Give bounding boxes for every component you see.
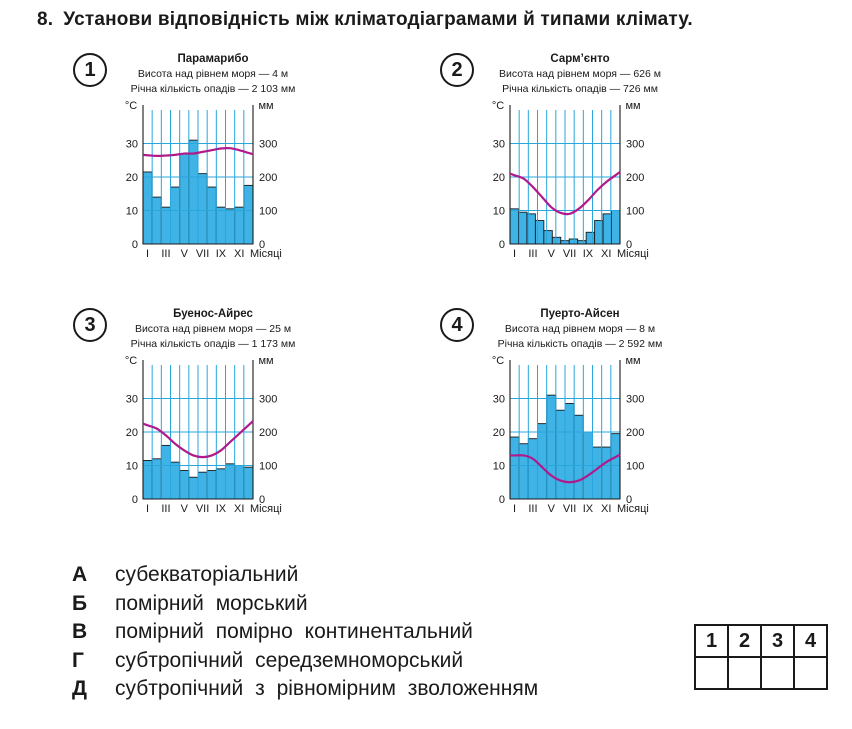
month-tick-label: I — [513, 248, 517, 260]
precipitation-bar — [538, 424, 547, 499]
climate-diagram — [475, 352, 735, 522]
temp-tick-label: 20 — [492, 427, 505, 439]
precipitation-bar — [180, 154, 189, 244]
month-tick-label: IX — [582, 503, 594, 515]
precipitation-bar — [235, 207, 244, 244]
month-tick-label: VII — [195, 248, 210, 260]
precipitation-bar — [152, 459, 161, 499]
task-title — [37, 9, 693, 31]
station-precipitation: Річна кількість опадів — 2 592 мм — [497, 338, 663, 350]
precip-tick-label: 100 — [259, 205, 278, 218]
precip-unit-label: мм — [258, 355, 274, 367]
answer-option-d — [72, 675, 538, 704]
precipitation-bar — [544, 231, 552, 244]
month-tick-label: V — [547, 248, 555, 260]
station-elevation: Висота над рівнем моря — 626 м — [499, 68, 661, 80]
precip-tick-label: 0 — [259, 239, 266, 251]
answer-text: субекваторіальний — [115, 563, 299, 586]
precipitation-bar — [574, 415, 583, 499]
precip-tick-label: 300 — [259, 393, 278, 406]
answer-grid-header: 4 — [794, 625, 827, 657]
temp-unit-label: °C — [491, 100, 505, 112]
month-tick-label: V — [180, 248, 188, 260]
precip-tick-label: 0 — [626, 239, 633, 251]
month-tick-label: I — [146, 503, 150, 515]
temp-tick-label: 10 — [125, 460, 138, 473]
climate-chart-1 — [73, 53, 373, 283]
precip-tick-label: 100 — [626, 460, 645, 473]
month-tick-label: IX — [215, 503, 227, 515]
temp-tick-label: 20 — [125, 427, 138, 439]
precip-tick-label: 100 — [626, 205, 645, 218]
answer-letter: Д — [72, 677, 87, 700]
temp-tick-label: 0 — [498, 494, 505, 506]
precipitation-bar — [518, 212, 526, 244]
month-tick-label: XI — [234, 248, 245, 260]
chart-number-circle: 2 — [440, 53, 474, 87]
precipitation-bar — [161, 445, 170, 499]
precipitation-bar — [198, 174, 207, 244]
temp-tick-label: 30 — [125, 138, 138, 151]
precipitation-bar — [235, 466, 244, 500]
answer-cell-1[interactable] — [695, 657, 728, 689]
months-axis-label: Місяці — [617, 503, 649, 515]
temp-tick-label: 10 — [492, 205, 505, 218]
chart-header — [113, 52, 313, 97]
month-tick-label: V — [180, 503, 188, 515]
precip-tick-label: 300 — [626, 393, 645, 406]
precipitation-bar — [565, 404, 574, 499]
precipitation-bar — [528, 439, 537, 499]
temp-tick-label: 0 — [131, 494, 138, 506]
precip-unit-label: мм — [625, 100, 641, 112]
station-name: Парамарибо — [177, 53, 249, 65]
temp-unit-label: °C — [124, 100, 138, 112]
precip-tick-label: 300 — [626, 138, 645, 151]
answer-grid-header: 1 — [695, 625, 728, 657]
precipitation-bar — [143, 172, 152, 244]
precip-unit-label: мм — [258, 100, 274, 112]
answer-cell-3[interactable] — [761, 657, 794, 689]
answer-text: помірний помірно континентальний — [115, 620, 473, 643]
month-tick-label: I — [146, 248, 150, 260]
temp-tick-label: 30 — [125, 393, 138, 406]
precipitation-bar — [593, 447, 602, 499]
precipitation-bar — [612, 211, 620, 245]
answer-letter: Б — [72, 591, 88, 615]
precip-unit-label: мм — [625, 355, 641, 367]
station-precipitation: Річна кількість опадів — 2 103 мм — [130, 83, 296, 95]
answer-text: субтропічний середземноморський — [115, 648, 464, 672]
precip-tick-label: 300 — [259, 138, 278, 151]
months-axis-label: Місяці — [250, 248, 282, 260]
precipitation-bar — [603, 214, 611, 244]
precipitation-bar — [161, 207, 170, 244]
climate-diagram — [475, 97, 735, 267]
month-tick-label: III — [161, 248, 171, 260]
answer-option-a — [72, 561, 538, 590]
precipitation-bar — [189, 477, 198, 499]
temp-tick-label: 20 — [125, 172, 138, 184]
temp-tick-label: 20 — [492, 172, 505, 184]
month-tick-label: V — [547, 503, 555, 515]
precip-tick-label: 200 — [259, 427, 278, 439]
temp-unit-label: °C — [124, 355, 138, 367]
answer-text: помірний морський — [115, 591, 308, 615]
precipitation-bar — [180, 471, 189, 499]
month-tick-label: VII — [195, 503, 210, 515]
precipitation-bar — [207, 471, 216, 499]
precipitation-bar — [198, 472, 207, 499]
temp-unit-label: °C — [491, 355, 505, 367]
month-tick-label: IX — [582, 248, 594, 260]
answer-grid-header: 2 — [728, 625, 761, 657]
temp-tick-label: 10 — [125, 205, 138, 218]
precipitation-bar — [226, 464, 235, 499]
precipitation-bar — [207, 187, 216, 244]
station-elevation: Висота над рівнем моря — 25 м — [134, 323, 292, 335]
station-name: Сарм’єнто — [550, 53, 610, 65]
temp-tick-label: 30 — [492, 393, 505, 406]
task-text: Установи відповідність між кліматодіаграмами й типами клімату. — [63, 9, 693, 30]
answer-cell-4[interactable] — [794, 657, 827, 689]
climate-chart-3 — [73, 308, 373, 538]
month-tick-label: XI — [234, 503, 245, 515]
answer-grid-header: 3 — [761, 625, 794, 657]
precipitation-bar — [569, 239, 577, 244]
months-axis-label: Місяці — [617, 248, 649, 260]
precipitation-bar — [510, 209, 518, 244]
climate-diagram — [108, 97, 368, 267]
answer-options — [72, 561, 538, 704]
climate-diagram — [108, 352, 368, 522]
precipitation-bar — [510, 437, 519, 499]
chart-header — [480, 52, 680, 97]
answer-letter: А — [72, 563, 88, 586]
answer-grid-input-row — [695, 657, 827, 689]
precipitation-bar — [189, 140, 198, 244]
month-tick-label: III — [161, 503, 171, 515]
month-tick-label: III — [528, 503, 538, 515]
answer-option-v — [72, 618, 538, 647]
precipitation-bar — [556, 410, 565, 499]
precip-tick-label: 200 — [259, 172, 278, 184]
answer-letter: В — [72, 620, 88, 643]
precipitation-bar — [244, 467, 253, 499]
chart-number-circle: 1 — [73, 53, 107, 87]
answer-text: субтропічний з рівномірним зволоженням — [115, 677, 539, 700]
station-precipitation: Річна кількість опадів — 1 173 мм — [130, 338, 296, 350]
precipitation-bar — [602, 447, 611, 499]
precipitation-bar — [152, 197, 161, 244]
chart-header — [113, 307, 313, 352]
temp-tick-label: 30 — [492, 138, 505, 151]
precip-tick-label: 100 — [259, 460, 278, 473]
months-axis-label: Місяці — [250, 503, 282, 515]
task-number: 8. — [37, 9, 54, 30]
precip-tick-label: 0 — [626, 494, 633, 506]
answer-cell-2[interactable] — [728, 657, 761, 689]
precip-tick-label: 200 — [626, 172, 645, 184]
station-elevation: Висота над рівнем моря — 8 м — [504, 323, 656, 335]
temp-tick-label: 0 — [498, 239, 505, 251]
month-tick-label: VII — [562, 503, 577, 515]
precipitation-bar — [244, 185, 253, 244]
precipitation-bar — [535, 221, 543, 244]
answer-option-b — [72, 590, 538, 619]
chart-header — [480, 307, 680, 352]
precipitation-bar — [143, 460, 152, 499]
temp-tick-label: 10 — [492, 460, 505, 473]
precipitation-bar — [216, 469, 225, 499]
station-precipitation: Річна кількість опадів — 726 мм — [502, 83, 658, 95]
precipitation-bar — [547, 395, 556, 499]
precipitation-bar — [611, 434, 620, 499]
precipitation-bar — [171, 187, 180, 244]
month-tick-label: III — [528, 248, 538, 260]
month-tick-label: XI — [601, 503, 612, 515]
month-tick-label: VII — [562, 248, 577, 260]
station-elevation: Висота над рівнем моря — 4 м — [137, 68, 289, 80]
chart-number-circle: 4 — [440, 308, 474, 342]
precipitation-bar — [552, 237, 560, 244]
precip-tick-label: 0 — [259, 494, 266, 506]
month-tick-label: XI — [601, 248, 612, 260]
precipitation-bar — [586, 232, 594, 244]
answer-option-h — [72, 647, 538, 676]
temp-tick-label: 0 — [131, 239, 138, 251]
station-name: Пуерто-Айсен — [540, 308, 620, 320]
precipitation-bar — [171, 462, 180, 499]
climate-chart-4 — [440, 308, 740, 538]
precipitation-bar — [226, 209, 235, 244]
answer-grid — [694, 624, 828, 690]
month-tick-label: I — [513, 503, 517, 515]
answer-letter: Г — [72, 648, 84, 672]
climate-chart-2 — [440, 53, 740, 283]
chart-number-circle: 3 — [73, 308, 107, 342]
precipitation-bar — [216, 207, 225, 244]
precip-tick-label: 200 — [626, 427, 645, 439]
station-name: Буенос-Айрес — [173, 308, 253, 320]
answer-grid-header-row — [695, 625, 827, 657]
month-tick-label: IX — [215, 248, 227, 260]
precipitation-bar — [519, 444, 528, 499]
